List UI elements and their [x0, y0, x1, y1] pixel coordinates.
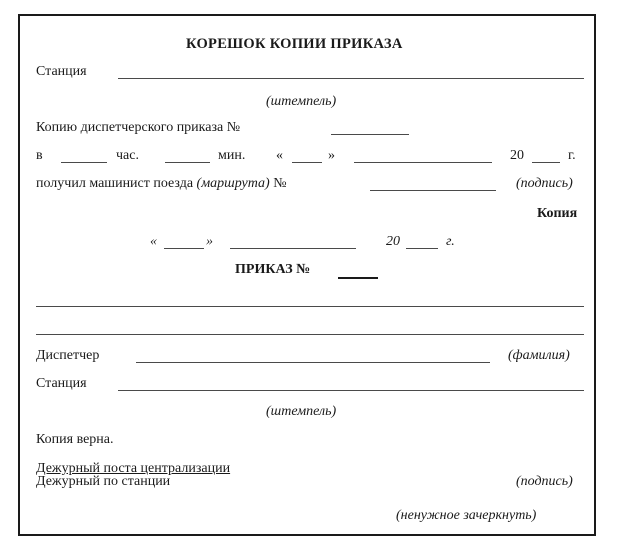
day-field[interactable] — [292, 162, 322, 163]
station-field-2[interactable] — [118, 390, 584, 391]
minutes-label: мин. — [218, 148, 246, 163]
quote-open-italic: « — [150, 234, 157, 249]
duty-post-label: Дежурный поста централизации — [36, 461, 231, 476]
hours-label: час. — [116, 148, 139, 163]
year-prefix-italic: 20 — [386, 234, 400, 249]
quote-open: « — [276, 148, 283, 163]
year-field-2[interactable] — [406, 248, 438, 249]
station-label: Станция — [36, 64, 87, 79]
stamp-note-2: (штемпель) — [266, 404, 337, 419]
quote-close-italic: » — [206, 234, 213, 249]
quote-close: » — [328, 148, 335, 163]
order-number-field-2[interactable] — [338, 277, 378, 279]
year-suffix-italic: г. — [446, 234, 455, 249]
order-label: ПРИКАЗ № — [235, 262, 311, 277]
dispatcher-field[interactable] — [136, 362, 490, 363]
order-copy-label: Копию диспетчерского приказа № — [36, 120, 241, 135]
order-text-line-1[interactable] — [36, 306, 584, 307]
year-prefix: 20 — [510, 148, 524, 163]
duty-station-label: Дежурный по станции — [36, 474, 171, 489]
year-suffix: г. — [568, 148, 576, 163]
year-field[interactable] — [532, 162, 560, 163]
minutes-field[interactable] — [165, 162, 210, 163]
surname-note: (фамилия) — [508, 348, 570, 363]
day-field-2[interactable] — [164, 248, 204, 249]
received-by-label — [36, 174, 287, 194]
strike-note: (ненужное зачеркнуть) — [396, 508, 537, 523]
stamp-note: (штемпель) — [266, 94, 337, 109]
form-title: КОРЕШОК КОПИИ ПРИКАЗА — [186, 36, 403, 52]
signature-note: (подпись) — [516, 176, 573, 191]
number-sign: № — [273, 176, 287, 191]
hours-field[interactable] — [61, 162, 107, 163]
copy-label: Копия — [537, 206, 578, 221]
month-field-2[interactable] — [230, 248, 356, 249]
dispatcher-label: Диспетчер — [36, 348, 100, 363]
station-field[interactable] — [118, 78, 584, 79]
route-note: (маршрута) — [196, 176, 270, 191]
copy-true-label: Копия верна. — [36, 432, 114, 447]
order-text-line-2[interactable] — [36, 334, 584, 335]
order-number-field[interactable] — [331, 134, 409, 135]
month-field[interactable] — [354, 162, 492, 163]
received-by-text: получил машинист поезда — [36, 176, 194, 191]
station-label-2: Станция — [36, 376, 87, 391]
signature-note-2: (подпись) — [516, 474, 573, 489]
train-number-field[interactable] — [370, 190, 496, 191]
time-in-label: в — [36, 148, 43, 163]
